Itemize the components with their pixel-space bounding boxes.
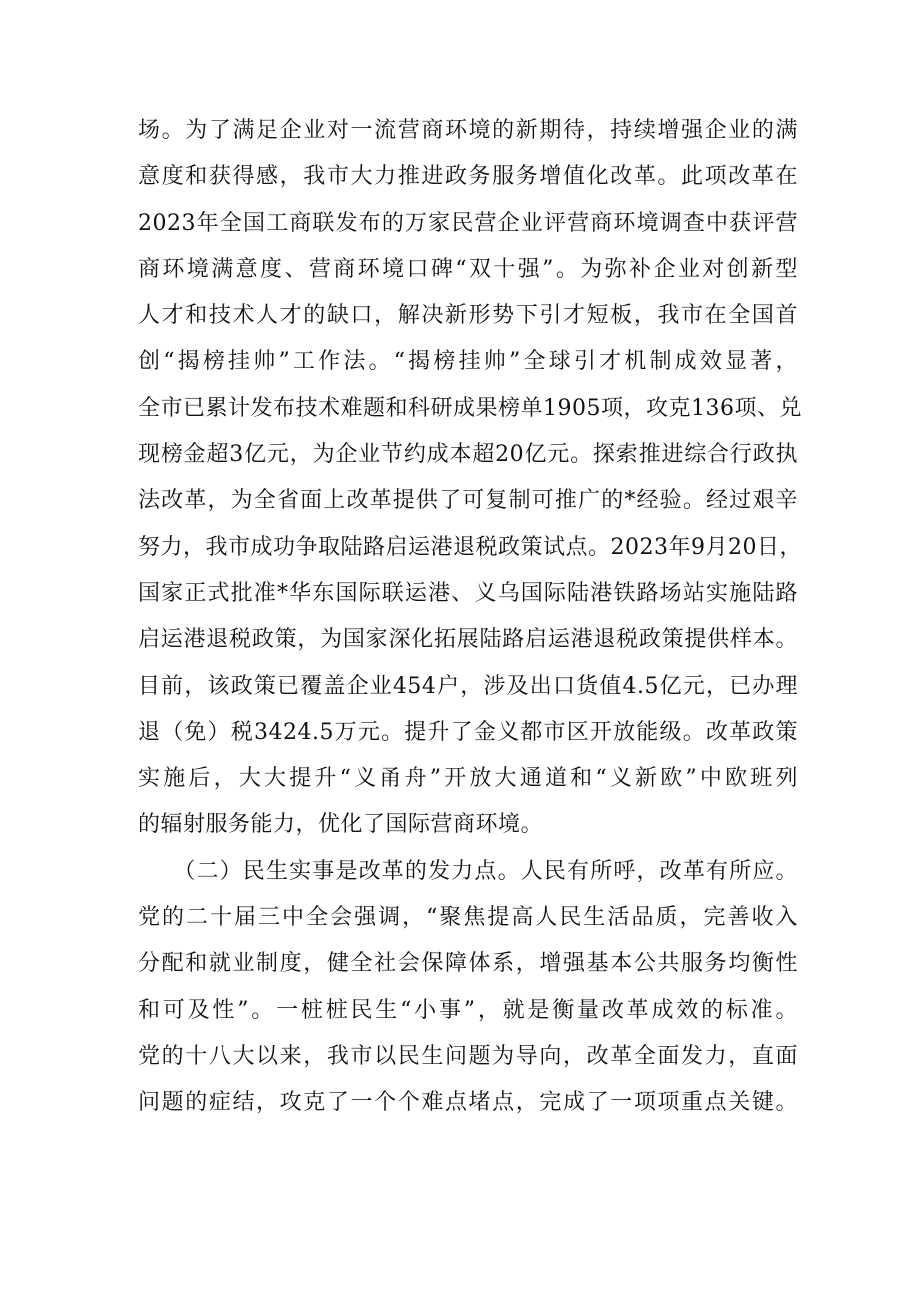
text-line: 问题的症结，攻克了一个个难点堵点，完成了一项项重点关键。 (138, 1090, 798, 1116)
text-line: 国家正式批准*华东国际联运港、义乌国际陆港铁路场站实施陆路 (138, 580, 798, 606)
text-line: 商环境满意度、营商环境口碑“双十强”。为弥补企业对创新型 (138, 256, 798, 282)
text-line: 党的二十届三中全会强调，“聚焦提高人民生活品质，完善收入 (138, 905, 798, 931)
text-line: 的辐射服务能力，优化了国际营商环境。 (138, 812, 544, 838)
text-line: 启运港退税政策，为国家深化拓展陆路启运港退税政策提供样本。 (138, 627, 798, 653)
text-line: 分配和就业制度，健全社会保障体系，增强基本公共服务均衡性 (138, 951, 798, 977)
text-line: 场。为了满足企业对一流营商环境的新期待，持续增强企业的满 (138, 118, 798, 143)
text-line: 努力，我市成功争取陆路启运港退税政策试点。2023年9月20日， (138, 534, 802, 560)
text-line: （二）民生实事是改革的发力点。人民有所呼，改革有所应。 (138, 858, 798, 884)
text-line: 实施后，大大提升“义甬舟”开放大通道和“义新欧”中欧班列 (138, 766, 798, 792)
text-line: 和可及性”。一桩桩民生“小事”，就是衡量改革成效的标准。 (138, 997, 798, 1023)
text-line: 人才和技术人才的缺口，解决新形势下引才短板，我市在全国首 (138, 303, 798, 329)
text-line: 法改革，为全省面上改革提供了可复制可推广的*经验。经过艰辛 (138, 488, 798, 514)
text-line: 创“揭榜挂帅”工作法。“揭榜挂帅”全球引才机制成效显著， (138, 349, 798, 375)
text-line: 全市已累计发布技术难题和科研成果榜单1905项，攻克136项、兑 (138, 395, 802, 421)
text-line: 现榜金超3亿元，为企业节约成本超20亿元。探索推进综合行政执 (138, 442, 798, 468)
text-line: 党的十八大以来，我市以民生问题为导向，改革全面发力，直面 (138, 1043, 798, 1069)
text-line: 2023年全国工商联发布的万家民营企业评营商环境调查中获评营 (138, 210, 798, 236)
text-line: 退（免）税3424.5万元。提升了金义都市区开放能级。改革政策 (138, 719, 798, 745)
body-text (138, 108, 802, 1127)
text-line: 目前，该政策已覆盖企业454户，涉及出口货值4.5亿元，已办理 (138, 673, 798, 699)
text-line: 意度和获得感，我市大力推进政务服务增值化改革。此项改革在 (138, 164, 798, 190)
